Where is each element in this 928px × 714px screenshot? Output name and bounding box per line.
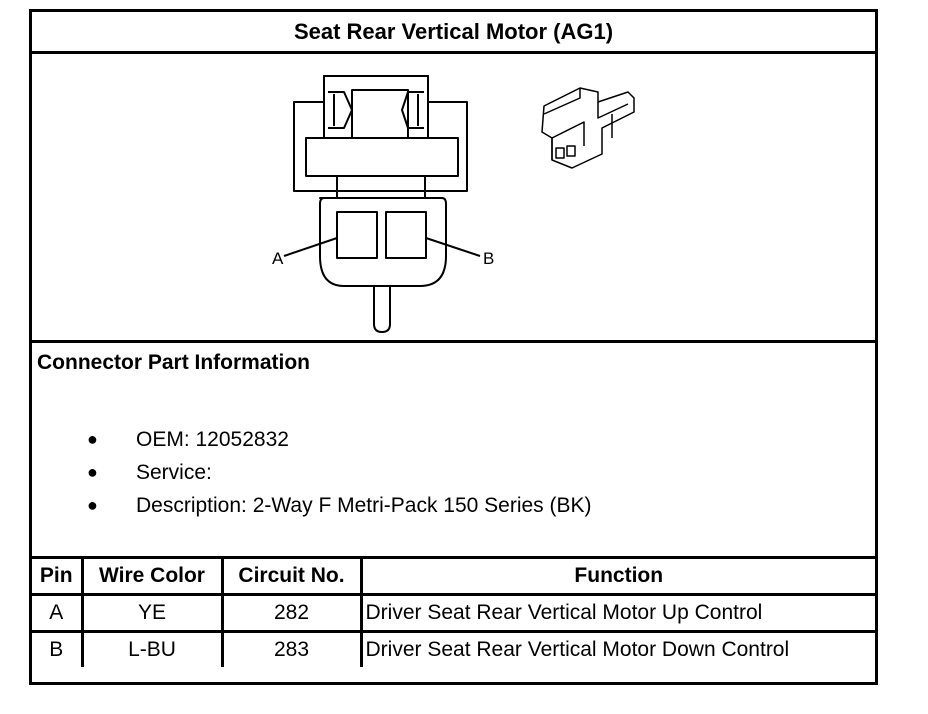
pin-a-leader bbox=[284, 238, 337, 256]
header-function: Function bbox=[361, 559, 875, 595]
connector-document bbox=[29, 9, 878, 685]
connector-key bbox=[374, 286, 390, 332]
iso-cavity-b bbox=[567, 146, 575, 156]
cell-circuit-no: 283 bbox=[222, 632, 361, 668]
cell-function: Driver Seat Rear Vertical Motor Down Control bbox=[361, 632, 875, 668]
connector-front-view bbox=[284, 76, 480, 332]
iso-cavity-a bbox=[556, 148, 564, 158]
cavity-b bbox=[386, 212, 426, 258]
table-row bbox=[32, 595, 875, 632]
lock-tab-window bbox=[352, 90, 408, 138]
pin-table bbox=[32, 559, 875, 667]
table-header-row bbox=[32, 559, 875, 595]
connector-info-section bbox=[32, 343, 875, 559]
cell-circuit-no: 282 bbox=[222, 595, 361, 632]
cell-wire-color: L-BU bbox=[82, 632, 222, 668]
iso-tab-line bbox=[544, 88, 580, 114]
right-latch bbox=[402, 92, 424, 128]
connector-band bbox=[306, 138, 458, 176]
bullet-icon: ● bbox=[87, 495, 98, 515]
header-wire-color: Wire Color bbox=[82, 559, 222, 595]
connector-info-heading: Connector Part Information bbox=[37, 351, 311, 374]
connector-isometric-view bbox=[542, 88, 634, 168]
cell-pin: A bbox=[32, 595, 82, 632]
header-circuit-no: Circuit No. bbox=[222, 559, 361, 595]
pin-b-leader bbox=[426, 238, 480, 256]
bullet-icon: ● bbox=[87, 462, 98, 482]
iso-face-top bbox=[552, 122, 584, 146]
bullet-icon: ● bbox=[87, 429, 98, 449]
cell-function: Driver Seat Rear Vertical Motor Up Control bbox=[361, 595, 875, 632]
info-oem: OEM: 12052832 bbox=[136, 428, 289, 451]
cell-wire-color: YE bbox=[82, 595, 222, 632]
info-description: Description: 2-Way F Metri-Pack 150 Series (BK) bbox=[136, 494, 592, 517]
connector-drawing-area bbox=[32, 54, 875, 343]
pin-a-label: A bbox=[272, 249, 284, 268]
info-service: Service: bbox=[136, 461, 212, 484]
connector-shell-outline bbox=[294, 76, 467, 191]
left-latch bbox=[328, 92, 352, 128]
pin-b-label: B bbox=[483, 249, 495, 268]
cell-pin: B bbox=[32, 632, 82, 668]
document-title: Seat Rear Vertical Motor (AG1) bbox=[32, 12, 875, 54]
iso-ridge bbox=[598, 102, 628, 118]
table-row bbox=[32, 632, 875, 668]
cavity-a bbox=[337, 212, 377, 258]
connector-face-diagram bbox=[32, 54, 875, 343]
header-pin: Pin bbox=[32, 559, 82, 595]
